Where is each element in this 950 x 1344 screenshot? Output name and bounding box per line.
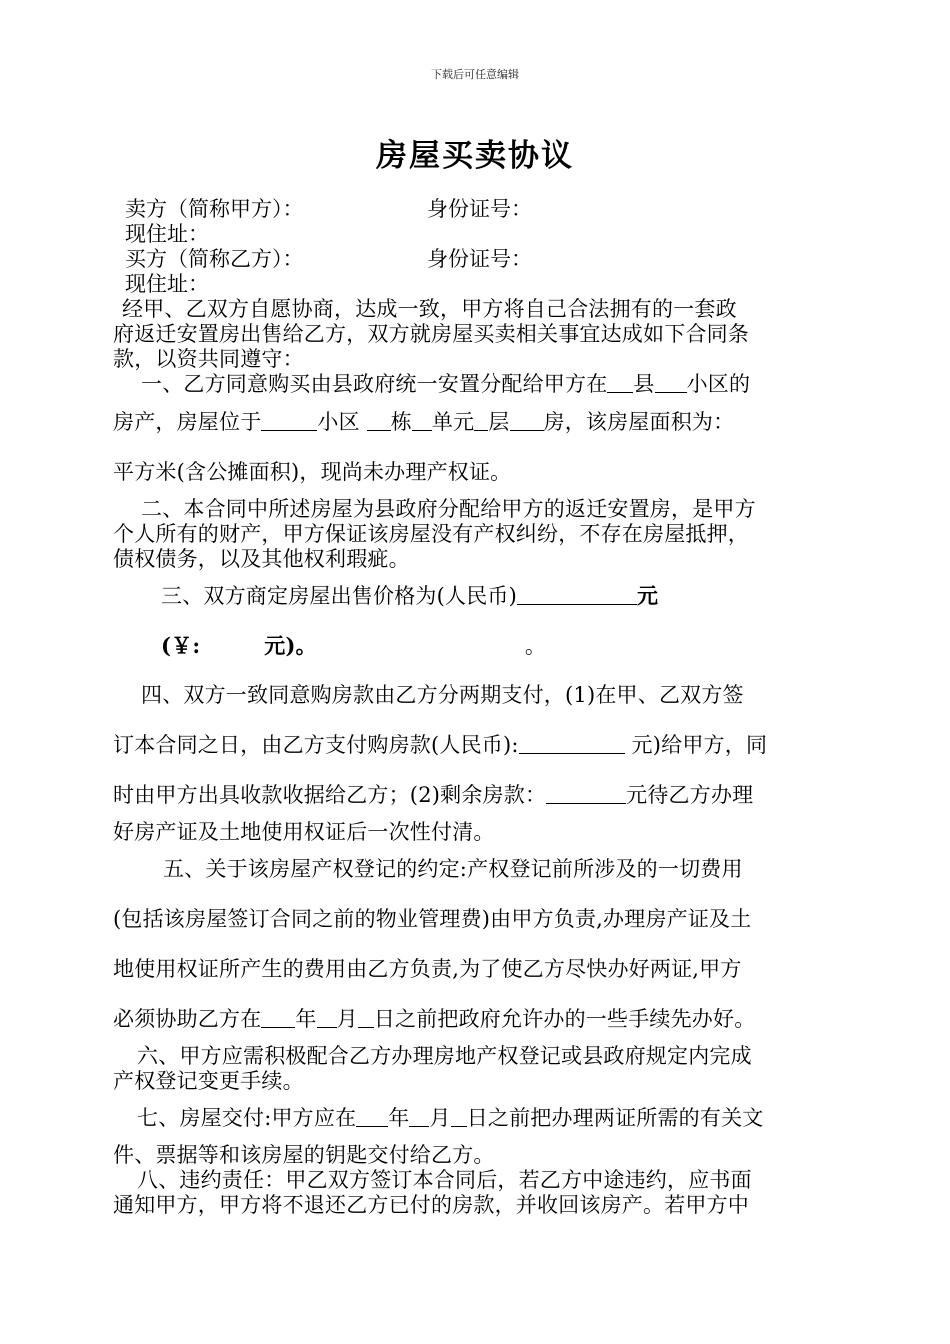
blank-field[interactable] <box>367 410 391 431</box>
clause-6-line: 六、甲方应需积极配合乙方办理房地产权登记或县政府规定内完成 <box>137 1044 752 1068</box>
buyer-address-label: 现住址： <box>125 272 209 296</box>
clause-1-text: 单元 <box>431 410 475 434</box>
blank-field[interactable] <box>546 783 626 804</box>
blank-field[interactable] <box>412 410 432 431</box>
blank-field[interactable] <box>474 410 488 431</box>
clause-1-text: 层 <box>488 410 510 434</box>
blank-field[interactable] <box>358 1007 374 1028</box>
seller-id-label: 身份证号： <box>427 197 532 221</box>
clause-1-text: 房产，房屋位于 <box>113 410 262 434</box>
clause-4-text: 元)给甲方，同 <box>624 733 768 757</box>
buyer-id-label: 身份证号： <box>427 247 532 271</box>
clause-3-text: 元)。 <box>264 633 317 658</box>
clause-1-line-1 <box>141 372 866 396</box>
clause-5-line: 五、关于该房屋产权登记的约定:产权登记前所涉及的一切费用 <box>163 857 743 881</box>
clause-4-line: 好房产证及土地使用权证后一次性付清。 <box>113 820 495 844</box>
clause-4-text: 元待乙方办理 <box>626 783 754 807</box>
clause-5-text: 必须协助乙方在 <box>113 1007 262 1031</box>
blank-field[interactable] <box>409 1106 429 1127</box>
preamble-line: 经甲、乙双方自愿协商，达成一致，甲方将自己合法拥有的一套政 <box>122 297 737 321</box>
clause-1-text: 栋 <box>390 410 412 434</box>
clause-3-text: 。 <box>524 634 547 658</box>
clause-5-text: 年 <box>295 1007 317 1031</box>
clause-7-text: 月 <box>429 1106 451 1130</box>
clause-4-line <box>113 783 838 807</box>
clause-4-line: 四、双方一致同意购房款由乙方分两期支付，(1)在甲、乙双方签 <box>141 683 744 707</box>
clause-3-text: (￥: <box>161 633 201 658</box>
clause-1-text: 小区的 <box>686 372 751 396</box>
clause-1-text: 小区 <box>317 410 367 434</box>
preamble-line: 府返迁安置房出售给乙方，双方就房屋买卖相关事宜达成如下合同条 <box>113 322 749 346</box>
clause-3-text: 三、双方商定房屋出售价格为(人民币) <box>161 584 517 608</box>
clause-4-text: 订本合同之日，由乙方支付购房款(人民币): <box>113 733 519 757</box>
clause-8-line: 通知甲方，甲方将不退还乙方已付的房款，并收回该房产。若甲方中 <box>113 1193 749 1217</box>
clause-7-text: 日之前把办理两证所需的有关文 <box>466 1106 764 1130</box>
clause-2-line: 债权债务，以及其他权利瑕疵。 <box>113 547 410 571</box>
clause-5-text: 月 <box>336 1007 358 1031</box>
clause-5-text: 日之前把政府允许办的一些手续先办好。 <box>373 1007 756 1031</box>
seller-label: 卖方（简称甲方）： <box>125 197 304 221</box>
document-title: 房屋买卖协议 <box>376 138 574 174</box>
clause-3-line-2 <box>161 634 886 658</box>
header-note: 下载后可任意编辑 <box>431 68 519 81</box>
blank-field[interactable] <box>510 410 544 431</box>
clause-2-line: 二、本合同中所述房屋为县政府分配给甲方的返迁安置房，是甲方 <box>141 497 756 521</box>
buyer-label: 买方（简称乙方）： <box>125 247 304 271</box>
clause-1-text: 县 <box>633 372 655 396</box>
blank-field[interactable] <box>261 410 317 431</box>
blank-field[interactable] <box>607 372 633 393</box>
blank-field[interactable] <box>317 1007 337 1028</box>
blank-field[interactable] <box>451 1106 467 1127</box>
clause-7-text: 年 <box>388 1106 410 1130</box>
seller-address-label: 现住址： <box>125 222 209 246</box>
clause-7-line: 件、票据等和该房屋的钥匙交付给乙方。 <box>113 1143 495 1167</box>
clause-5-line <box>113 1007 838 1031</box>
clause-4-text: 时由甲方出具收款收据给乙方；(2)剩余房款： <box>113 783 547 807</box>
blank-field[interactable] <box>261 1007 295 1028</box>
clause-1-line-3: 平方米(含公摊面积)，现尚未办理产权证。 <box>113 460 512 484</box>
clause-3-text: 元 <box>636 583 659 608</box>
clause-5-line: (包括该房屋签订合同之前的物业管理费)由甲方负责,办理房产证及土 <box>113 907 752 931</box>
clause-5-line: 地使用权证所产生的费用由乙方负责,为了使乙方尽快办好两证,甲方 <box>113 957 742 981</box>
clause-2-line: 个人所有的财产，甲方保证该房屋没有产权纠纷，不存在房屋抵押， <box>113 522 749 546</box>
clause-1-line-2 <box>113 410 838 434</box>
blank-field[interactable] <box>356 1106 388 1127</box>
clause-1-text: 一、乙方同意购买由县政府统一安置分配给甲方在 <box>141 372 608 396</box>
clause-3-line-1 <box>161 584 886 608</box>
clause-4-line <box>113 733 838 757</box>
clause-1-text: 房，该房屋面积为： <box>543 410 735 434</box>
clause-6-line: 产权登记变更手续。 <box>113 1069 304 1093</box>
clause-8-line: 八、违约责任：甲乙双方签订本合同后，若乙方中途违约，应书面 <box>137 1168 752 1192</box>
price-blank[interactable] <box>517 584 637 605</box>
clause-7-text: 七、房屋交付:甲方应在 <box>137 1106 357 1130</box>
clause-7-line <box>137 1106 862 1130</box>
blank-field[interactable] <box>655 372 687 393</box>
blank-field[interactable] <box>519 733 625 754</box>
preamble-line: 款，以资共同遵守： <box>113 347 304 371</box>
